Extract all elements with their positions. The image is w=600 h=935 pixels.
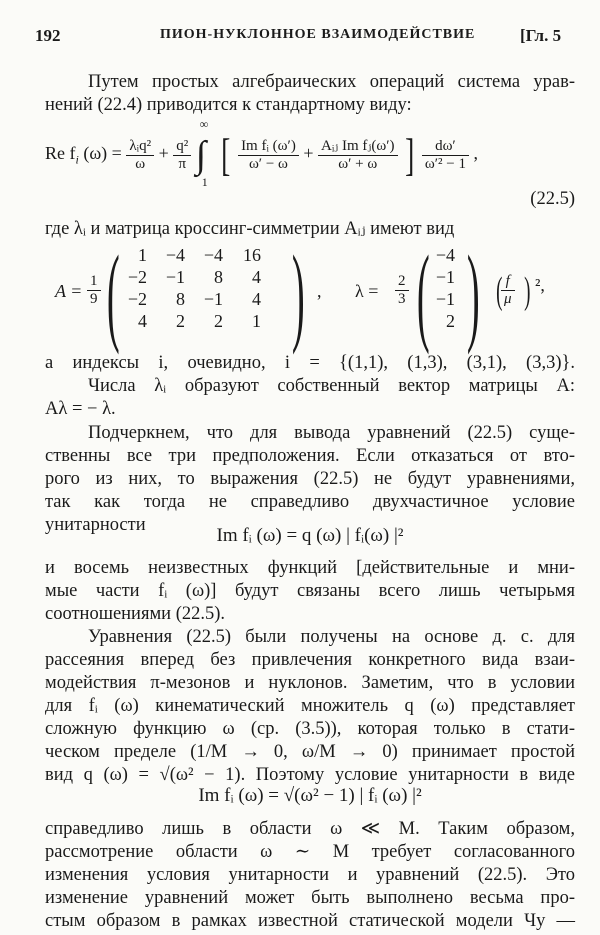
text-line: соотношениями (22.5). (45, 604, 226, 624)
text-line: рассеяния вперед без привлечения конкретного вида взаи- (45, 650, 575, 670)
left-paren: ( (106, 233, 120, 355)
text-line: изменение уравнений может быть выполнено весьма про- (45, 888, 575, 908)
running-header (0, 26, 600, 50)
text-line: рого из них, то выражения (22.5) не будут уравнениями, (45, 469, 575, 489)
matrix-cell: 1 (138, 245, 147, 265)
eq-lhs: Re $f_i$ (ω) = (45, 143, 122, 167)
text-line: сложную функцию ω (ср. (3.5)), которая только в стати- (45, 719, 575, 739)
page-number: 192 (35, 26, 61, 45)
matrix-cell: 16 (243, 245, 261, 265)
lambda-lhs: λ = (355, 281, 379, 301)
matrix-lhs: A = (55, 281, 83, 301)
matrix-cell: 8 (214, 267, 223, 287)
text-line: изменения условия унитарности и уравнений (22.5). Это (45, 865, 575, 885)
equation-static-unitarity: Im fᵢ (ω) = √(ω² − 1) | fᵢ (ω) |² (198, 785, 422, 806)
right-bracket: ] (405, 129, 415, 180)
matrix-cell: −4 (165, 245, 185, 265)
fraction: $\frac{f}{\mu}$ (501, 273, 515, 308)
matrix-cell: −1 (165, 267, 185, 287)
text-line: а индексы i, очевидно, i = {(1,1), (1,3), (3,1), (3,3)}. (45, 353, 575, 373)
right-paren: ) (466, 233, 480, 355)
text-line: справедливо лишь в области ω ≪ M. Таким образом, (45, 819, 575, 839)
text-line: ческом пределе (1/M → 0, ω/M → 0) принимает простой (45, 742, 575, 762)
vector-cell: −4 (435, 245, 455, 265)
text-line: стым образом в рамках известной статической модели Чу — (45, 911, 575, 931)
right-paren: ) (524, 270, 531, 312)
punctuation: ², (535, 275, 545, 295)
punctuation: , (317, 281, 322, 301)
vector-cell: −1 (435, 267, 455, 287)
vector-cell: 2 (446, 311, 455, 331)
punctuation: , (473, 143, 478, 164)
matrix-cell: −4 (203, 245, 223, 265)
text-line: модействия π-мезонов и нуклонов. Заметим, что в условии (45, 673, 575, 693)
matrix-cell: 8 (176, 289, 185, 309)
matrix-cell: 4 (138, 311, 147, 331)
text-line: ственны все три предположения. Если отказаться от вто- (45, 446, 575, 466)
fraction: $\frac{\text{Im fᵢ (ω′)}}{\omega' - \omega}$ (238, 138, 299, 173)
matrix-cell: 4 (252, 289, 261, 309)
matrix-cell: −1 (203, 289, 223, 309)
matrix-cell: 4 (252, 267, 261, 287)
text-line: Уравнения (22.5) были получены на основе д. с. для (88, 627, 575, 647)
equation-unitarity: Im fᵢ (ω) = q (ω) | fᵢ(ω) |² (216, 525, 404, 546)
vector-cell: −1 (435, 289, 455, 309)
matrix-cell: 2 (214, 311, 223, 331)
plus-sign: + (303, 143, 314, 164)
equation-number: (22.5) (530, 189, 575, 209)
text-line: и восемь неизвестных функций [действительные и мни- (45, 558, 575, 578)
text-line: мые части fᵢ (ω)] будут связаны всего лишь четырьмя (45, 581, 575, 601)
left-paren: ( (416, 233, 430, 355)
fraction: $\frac{d\omega'}{\text{ω′² − 1}}$ (422, 138, 469, 173)
equation-22-5 (45, 117, 585, 192)
matrix-equation (55, 233, 575, 355)
text-line: для fᵢ (ω) кинематический множитель q (ω) представляет (45, 696, 575, 716)
left-paren: ( (496, 270, 503, 312)
text-line: Путем простых алгебраических операций система урав- (88, 72, 575, 92)
chapter-label: [Гл. 5 (520, 26, 562, 45)
text-line: Aλ = − λ. (45, 399, 116, 419)
text-line: так как тогда не справедливо двухчастичное условие (45, 492, 575, 512)
running-title: ПИОН-НУКЛОННОЕ ВЗАИМОДЕЙСТВИЕ (160, 27, 476, 42)
matrix-cell: −2 (127, 267, 147, 287)
fraction: $\frac{\text{λᵢq²}}{\omega}$ (126, 138, 154, 173)
matrix-cell: 2 (176, 311, 185, 331)
text-line: где λᵢ и матрица кроссинг-симметрии Aᵢⱼ имеют вид (45, 219, 455, 239)
matrix-cell: −2 (127, 289, 147, 309)
plus-sign: + (158, 143, 169, 164)
text-line: нений (22.4) приводится к стандартному виду: (45, 95, 412, 115)
fraction: $\frac{2}{3}$ (395, 273, 409, 308)
text-line: вид q (ω) = √(ω² − 1). Поэтому условие унитарности в виде (45, 765, 575, 785)
text-line: Числа λᵢ образуют собственный вектор матрицы A: (88, 376, 575, 396)
fraction: $\frac{\text{Aᵢⱼ Im fⱼ(ω′)}}{\omega' + \omega}$ (318, 138, 398, 173)
text-line: Подчеркнем, что для вывода уравнений (22.5) суще- (88, 423, 575, 443)
text-line: рассмотрение области ω ∼ M требует согласованного (45, 842, 575, 862)
right-paren: ) (291, 233, 305, 355)
matrix-cell: 1 (252, 311, 261, 331)
fraction: $\frac{\text{q²}}{\pi}$ (173, 138, 191, 173)
text-line: унитарности (45, 515, 146, 535)
left-bracket: [ (221, 129, 231, 180)
fraction: $\frac{1}{9}$ (87, 273, 101, 308)
integral-sign: ∫ ∞ 1 (195, 117, 209, 189)
